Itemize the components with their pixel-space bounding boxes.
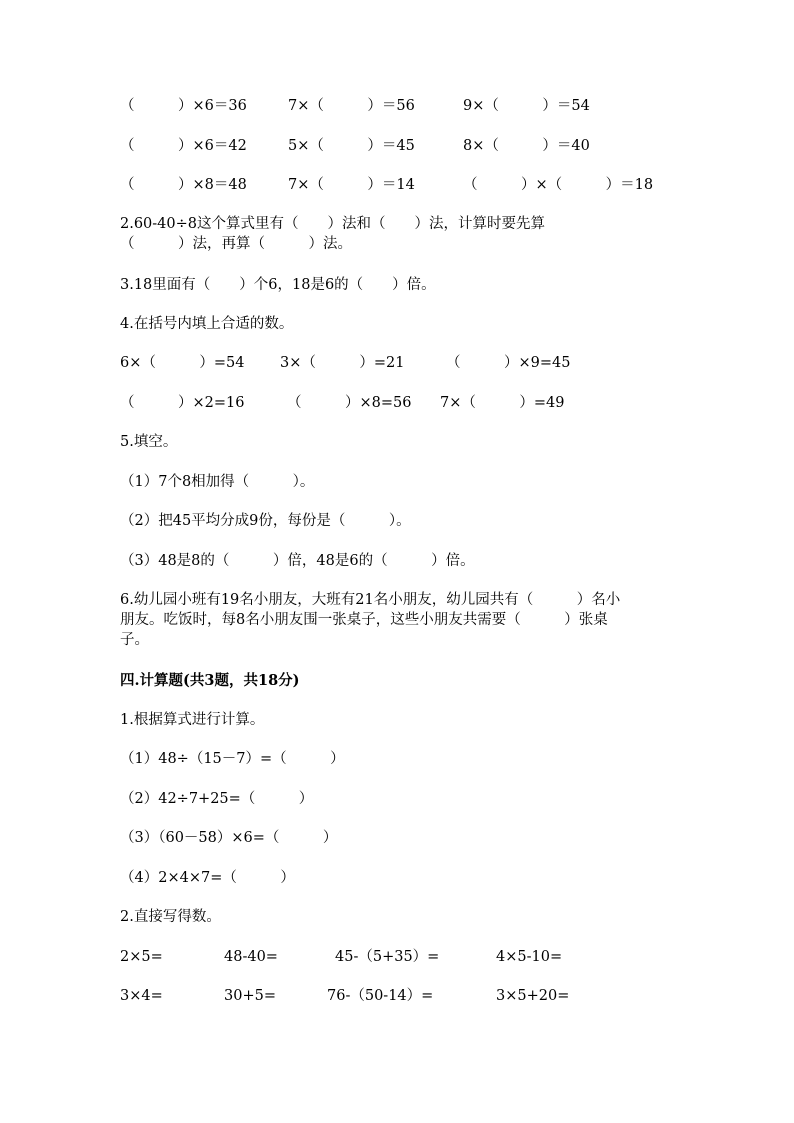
s4-q2-cell: 48-40= bbox=[224, 949, 278, 965]
q6-line2: 朋友。吃饭时，每8名小朋友围一张桌子，这些小朋友共需要（ ）张桌 bbox=[120, 612, 608, 628]
q4-cell: 6×（ ）=54 bbox=[120, 355, 245, 371]
s4-q2-title: 2.直接写得数。 bbox=[120, 909, 221, 925]
s4-q2-cell: 4×5-10= bbox=[496, 949, 563, 965]
s4-q2-cell: 76-（50-14）= bbox=[327, 988, 434, 1004]
q4-cell: 7×（ ）=49 bbox=[440, 395, 565, 411]
s4-q1-item: （2）42÷7+25=（ ） bbox=[120, 791, 314, 807]
s4-q1-title: 1.根据算式进行计算。 bbox=[120, 712, 265, 728]
s4-q2-cell: 30+5= bbox=[224, 988, 276, 1004]
s4-q2-cell: 45-（5+35）= bbox=[335, 949, 440, 965]
q1-cell: 7×（ ）＝14 bbox=[288, 177, 415, 193]
q1-cell: （ ）×8＝48 bbox=[120, 177, 247, 193]
s4-q2-cell: 3×5+20= bbox=[496, 988, 570, 1004]
q5-item: （1）7个8相加得（ ）。 bbox=[120, 474, 315, 490]
s4-q1-item: （3）（60－58）×6=（ ） bbox=[120, 830, 338, 846]
s4-q2-cell: 3×4= bbox=[120, 988, 163, 1004]
q6-line3: 子。 bbox=[120, 632, 149, 648]
q4-title: 4.在括号内填上合适的数。 bbox=[120, 316, 294, 332]
q4-cell: （ ）×8=56 bbox=[287, 395, 412, 411]
q1-cell: 7×（ ）＝56 bbox=[288, 98, 415, 114]
section-4-title: 四.计算题(共3题，共18分) bbox=[120, 672, 300, 689]
q1-cell: 9×（ ）＝54 bbox=[463, 98, 590, 114]
q6-line1: 6.幼儿园小班有19名小朋友，大班有21名小朋友，幼儿园共有（ ）名小 bbox=[120, 592, 621, 608]
s4-q1-item: （4）2×4×7=（ ） bbox=[120, 870, 295, 886]
q1-cell: （ ）×6＝42 bbox=[120, 138, 247, 154]
q1-cell: （ ）×6＝36 bbox=[120, 98, 247, 114]
q2-line2: （ ）法，再算（ ）法。 bbox=[120, 236, 352, 252]
q1-cell: 8×（ ）＝40 bbox=[463, 138, 590, 154]
q5-title: 5.填空。 bbox=[120, 434, 178, 450]
q5-item: （3）48是8的（ ）倍，48是6的（ ）倍。 bbox=[120, 553, 475, 569]
q1-cell: （ ）×（ ）＝18 bbox=[463, 177, 654, 193]
q2-line1: 2.60-40÷8这个算式里有（ ）法和（ ）法，计算时要先算 bbox=[120, 216, 546, 232]
q5-item: （2）把45平均分成9份，每份是（ ）。 bbox=[120, 513, 411, 529]
q1-cell: 5×（ ）＝45 bbox=[288, 138, 415, 154]
q3-text: 3.18里面有（ ）个6，18是6的（ ）倍。 bbox=[120, 277, 436, 293]
s4-q2-cell: 2×5= bbox=[120, 949, 163, 965]
q4-cell: 3×（ ）=21 bbox=[280, 355, 405, 371]
q4-cell: （ ）×9=45 bbox=[446, 355, 571, 371]
s4-q1-item: （1）48÷（15－7）=（ ） bbox=[120, 751, 345, 767]
q4-cell: （ ）×2=16 bbox=[120, 395, 245, 411]
